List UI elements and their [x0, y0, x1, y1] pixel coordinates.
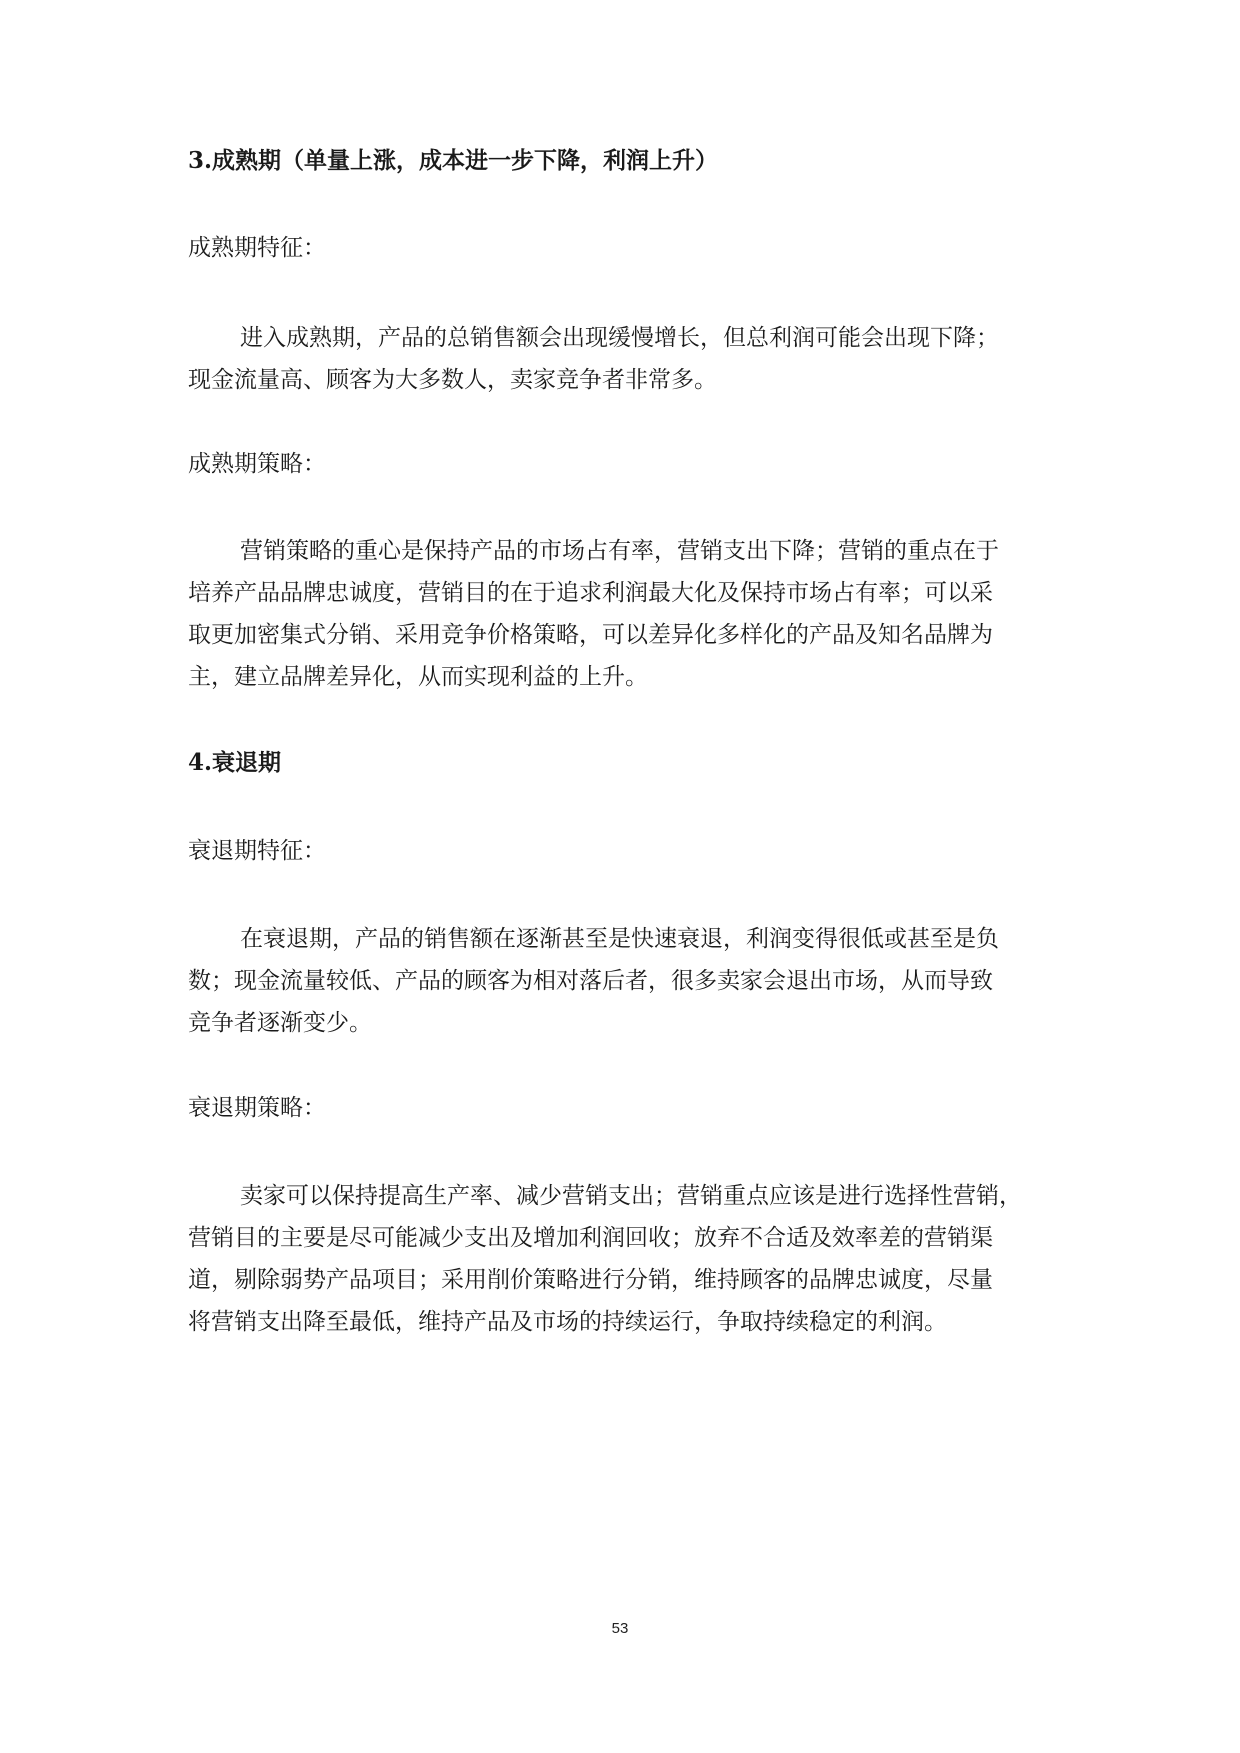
paragraph-line: 营销目的主要是尽可能减少支出及增加利润回收；放弃不合适及效率差的营销渠: [188, 1225, 993, 1251]
paragraph-line: 竞争者逐渐变少。: [188, 1010, 372, 1036]
paragraph-line: 培养产品品牌忠诚度，营销目的在于追求利润最大化及保持市场占有率；可以采: [188, 580, 993, 606]
paragraph-line: 营销策略的重心是保持产品的市场占有率，营销支出下降；营销的重点在于: [240, 538, 999, 564]
section-heading-maturity: 3.成熟期（单量上涨，成本进一步下降，利润上升）: [188, 147, 719, 174]
paragraph-line: 取更加密集式分销、采用竞争价格策略，可以差异化多样化的产品及知名品牌为: [188, 622, 993, 648]
paragraph-line: 现金流量高、顾客为大多数人，卖家竞争者非常多。: [188, 367, 717, 393]
maturity-strategy-label: 成熟期策略：: [188, 451, 326, 477]
paragraph-line: 将营销支出降至最低，维持产品及市场的持续运行，争取持续稳定的利润。: [188, 1309, 947, 1335]
page-number: 53: [611, 1620, 629, 1637]
paragraph-line: 进入成熟期，产品的总销售额会出现缓慢增长，但总利润可能会出现下降；: [240, 325, 999, 351]
paragraph-line: 数；现金流量较低、产品的顾客为相对落后者，很多卖家会退出市场，从而导致: [188, 968, 993, 994]
paragraph-line: 卖家可以保持提高生产率、减少营销支出；营销重点应该是进行选择性营销，: [240, 1183, 1022, 1209]
decline-strategy-paragraph: [188, 1175, 1056, 1343]
decline-strategy-label: 衰退期策略：: [188, 1095, 326, 1121]
paragraph-line: 在衰退期，产品的销售额在逐渐甚至是快速衰退，利润变得很低或甚至是负: [240, 926, 999, 952]
paragraph-line: 道，剔除弱势产品项目；采用削价策略进行分销，维持顾客的品牌忠诚度，尽量: [188, 1267, 993, 1293]
decline-features-label: 衰退期特征：: [188, 838, 326, 864]
paragraph-line: 主，建立品牌差异化，从而实现利益的上升。: [188, 664, 648, 690]
maturity-features-paragraph: [188, 317, 1056, 401]
section-heading-decline: 4.衰退期: [188, 749, 282, 776]
maturity-strategy-paragraph: [188, 530, 1056, 698]
maturity-features-label: 成熟期特征：: [188, 235, 326, 261]
decline-features-paragraph: [188, 918, 1056, 1044]
